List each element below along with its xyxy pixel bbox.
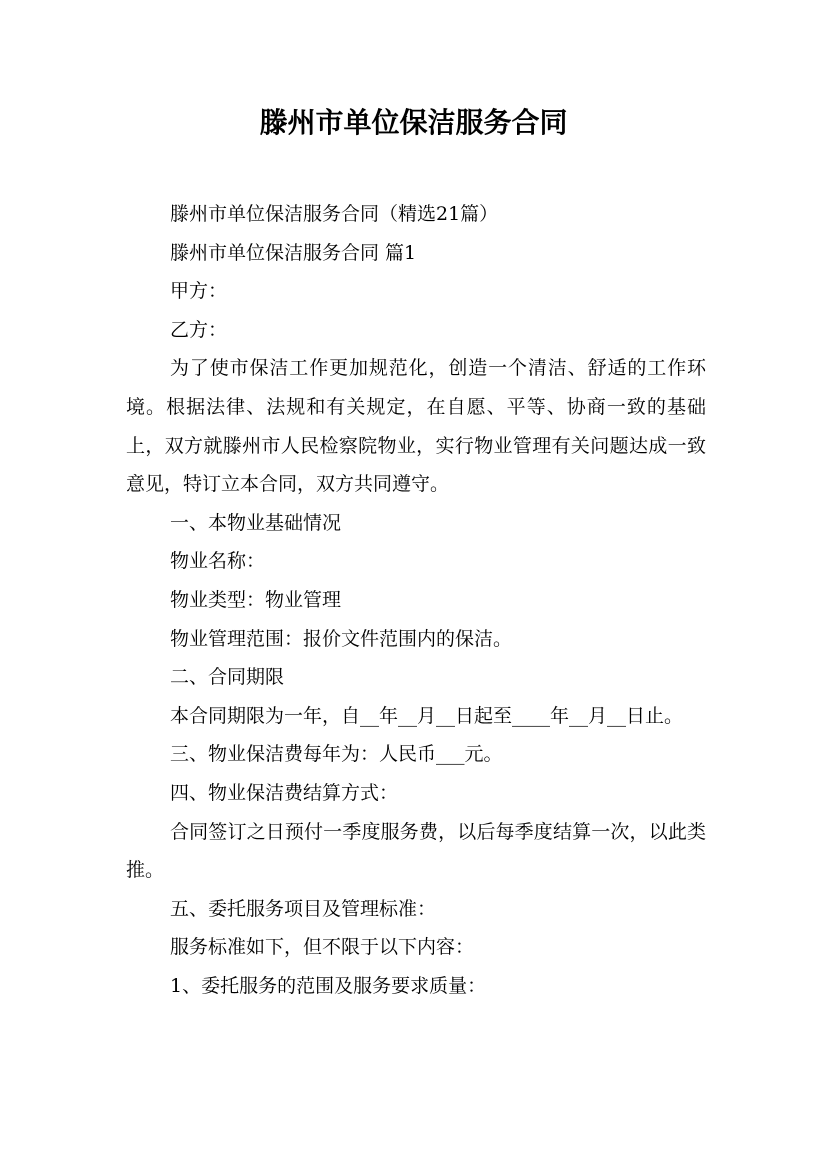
paragraph-heading-1: 一、本物业基础情况: [170, 511, 342, 534]
paragraph-property-type: 物业类型：物业管理: [170, 588, 342, 611]
paragraph-service-scope: 1、委托服务的范围及服务要求质量：: [170, 974, 487, 997]
paragraph-property-scope: 物业管理范围：报价文件范围内的保洁。: [170, 627, 513, 650]
paragraph-property-name: 物业名称：: [170, 550, 266, 573]
document-body: [126, 195, 706, 1005]
paragraph-service-standard: 服务标准如下，但不限于以下内容：: [170, 936, 475, 959]
paragraph-party-b: 乙方：: [170, 318, 228, 341]
paragraph-heading-5: 五、委托服务项目及管理标准：: [170, 897, 437, 920]
document-title: 滕州市单位保洁服务合同: [259, 106, 568, 139]
paragraph-preamble: 为了使市保洁工作更加规范化，创造一个清洁、舒适的工作环境。根据法律、法规和有关规定，在自愿、平等、协商一致的基础上，双方就滕州市人民检察院物业，实行物业管理有关问题达成一致意见，特订立本合同，双方共同遵守。: [126, 357, 706, 496]
paragraph-subtitle: 滕州市单位保洁服务合同（精选21篇）: [170, 203, 499, 225]
paragraph-heading-2: 二、合同期限: [170, 666, 285, 689]
paragraph-section-heading: 滕州市单位保洁服务合同 篇1: [170, 241, 417, 264]
paragraph-heading-3: 三、物业保洁费每年为：人民币___元。: [170, 743, 503, 766]
paragraph-heading-4: 四、物业保洁费结算方式：: [170, 781, 399, 804]
paragraph-contract-term: 本合同期限为一年，自__年__月__日起至____年__月__日止。: [170, 704, 684, 727]
paragraph-party-a: 甲方：: [170, 280, 228, 303]
paragraph-settlement: 合同签订之日预付一季度服务费，以后每季度结算一次，以此类推。: [126, 820, 706, 882]
